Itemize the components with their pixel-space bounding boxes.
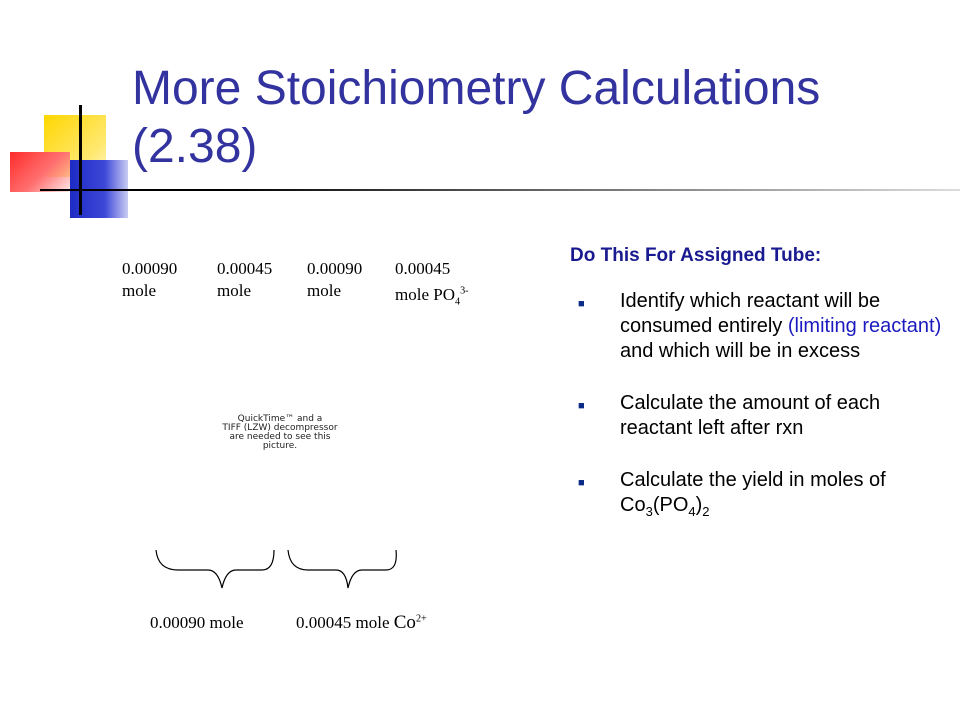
right-brace-icon bbox=[288, 550, 396, 588]
bottom-label-right: 0.00045 mole $Co^{2+}$ bbox=[296, 612, 427, 633]
decor-vertical-line bbox=[79, 105, 82, 215]
square-bullet-icon: ■ bbox=[578, 400, 585, 412]
title-underline bbox=[40, 189, 960, 191]
decor-red-square bbox=[10, 152, 70, 192]
top-label-1: 0.00090 mole bbox=[122, 259, 178, 300]
slide-title: More Stoichiometry Calculations (2.38) bbox=[132, 62, 821, 173]
missing-image-placeholder: QuickTime™ and a TIFF (LZW) decompressor are needed to see this picture. bbox=[222, 414, 338, 451]
panel-heading: Do This For Assigned Tube: bbox=[570, 245, 822, 266]
square-bullet-icon: ■ bbox=[578, 298, 585, 310]
bullet-amount-left: ■ Calculate the amount of each reactant left after rxn bbox=[578, 392, 881, 439]
left-brace-icon bbox=[156, 550, 274, 588]
bullet-limiting-reactant: ■ Identify which reactant will be consumed entirely (limiting reactant) and which will be in excess bbox=[578, 290, 942, 362]
bottom-label-left: 0.00090 mole bbox=[150, 613, 244, 632]
top-label-4: 0.00045 mole $PO_4^{3-}$ bbox=[395, 259, 469, 308]
top-label-3: 0.00090 mole bbox=[307, 259, 363, 300]
square-bullet-icon: ■ bbox=[578, 477, 585, 489]
top-label-2: 0.00045 mole bbox=[217, 259, 273, 300]
instructions-panel bbox=[570, 245, 955, 545]
bullet-yield: ■ Calculate the yield in moles of $Co_3(PO_4)_2$ bbox=[578, 469, 886, 519]
brace-graphics bbox=[150, 548, 410, 608]
